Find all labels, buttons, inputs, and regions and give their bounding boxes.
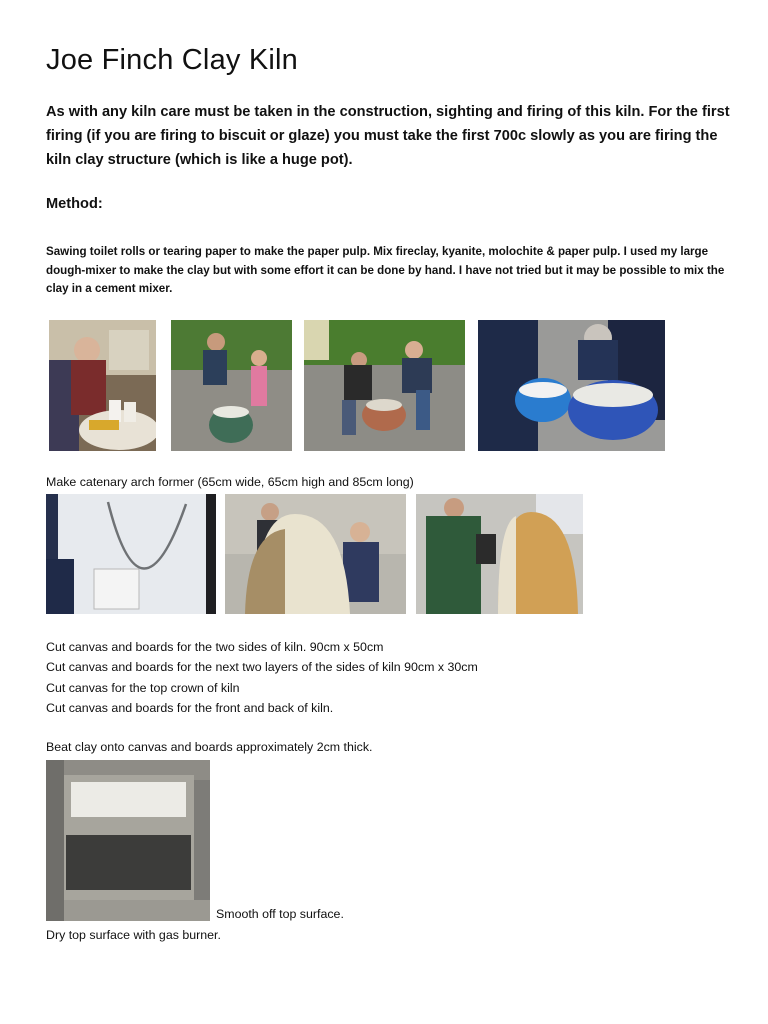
list-item: Cut canvas and boards for the two sides of kiln. 90cm x 50cm [46,640,384,654]
beat-caption: Beat clay onto canvas and boards approximately 2cm thick. [46,740,373,754]
photo-arch-former-finished [416,494,583,614]
photo-mixing-in-tub [304,320,465,451]
method-heading: Method: [46,196,103,212]
list-item: Cut canvas and boards for the front and back of kiln. [46,701,334,716]
method-paragraph: Sawing toilet rolls or tearing paper to make the paper pulp. Mix fireclay, kyanite, molochite & paper pulp. I used my large dough-mixer to make the clay but with some effort it can be done by hand. I have not tried but it may be possible to mix the clay in a cement mixer. [46,245,725,295]
photo-catenary-chain [46,494,216,614]
photo-sawing-toilet-rolls [49,320,156,451]
dry-caption: Dry top surface with gas burner. [46,928,221,942]
photo-mixing-buckets [478,320,665,451]
smooth-caption: Smooth off top surface. [216,907,344,921]
intro-paragraph: As with any kiln care must be taken in the construction, sighting and firing of this kiln. For the first firing (if you are firing to biscuit or glaze) you must take the first 700c slowly as you are firing the kiln clay structure (which is like a huge pot). [46,104,730,168]
photo-clay-on-canvas [46,760,210,921]
cut-steps-list [46,637,478,719]
photo-paper-pulp-outdoors [171,320,292,451]
arch-caption: Make catenary arch former (65cm wide, 65cm high and 85cm long) [46,475,414,489]
photo-arch-former-wood [225,494,406,614]
page-title: Joe Finch Clay Kiln [46,44,299,76]
list-item: Cut canvas for the top crown of kiln [46,680,240,695]
list-item: Cut canvas and boards for the next two layers of the sides of kiln 90cm x 30cm [46,660,478,675]
